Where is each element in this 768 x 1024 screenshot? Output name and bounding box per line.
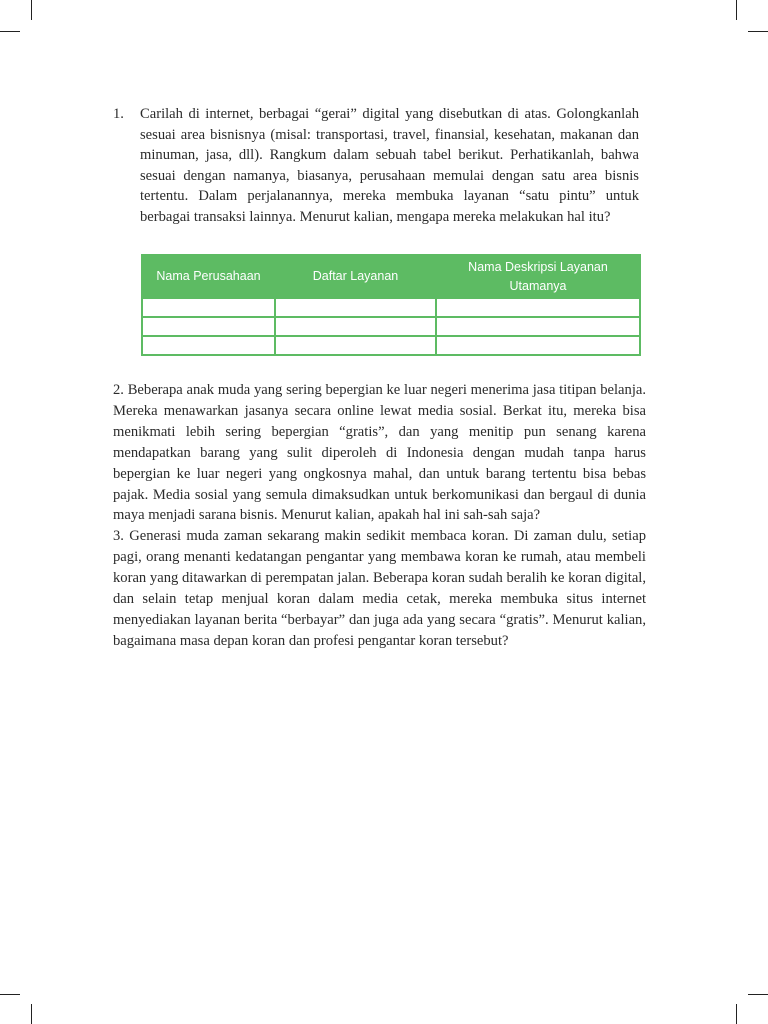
- response-table: [141, 254, 641, 356]
- question-1-number: 1.: [113, 106, 124, 122]
- table-cell[interactable]: [275, 317, 436, 336]
- table-cell[interactable]: [142, 336, 275, 355]
- table-cell[interactable]: [142, 298, 275, 317]
- column-header-description: Nama Deskripsi Layanan Utamanya: [436, 255, 640, 298]
- question-2-text: 2. Beberapa anak muda yang sering bepergian ke luar negeri menerima jasa titipan belanja. Mereka menawarkan jasanya secara online lewat media sosial. Berkat itu, mereka bisa menikmati lebih sering bepergian “gratis”, dan yang menitip pun senang karena mendapatkan barang yang sulit diperoleh di Indonesia dengan mudah tanpa harus bepergian ke luar negeri yang ongkosnya mahal, dan untuk barang tertentu bisa bebas pajak. Media sosial yang semula dimaksudkan untuk berkomunikasi dan bergaul di dunia maya menjadi sarana bisnis. Menurut kalian, apakah hal ini sah-sah saja?: [113, 382, 646, 524]
- table-cell[interactable]: [436, 298, 640, 317]
- crop-mark: [748, 31, 768, 32]
- crop-mark: [748, 994, 768, 995]
- crop-mark: [0, 994, 20, 995]
- crop-mark: [31, 0, 32, 20]
- table-cell[interactable]: [436, 317, 640, 336]
- table-cell[interactable]: [436, 336, 640, 355]
- column-header-company: Nama Perusahaan: [142, 255, 275, 298]
- crop-mark: [31, 1004, 32, 1024]
- table-header-row: [142, 255, 640, 298]
- question-1-text: Carilah di internet, berbagai “gerai” digital yang disebutkan di atas. Golongkanlah sesuai area bisnisnya (misal: transportasi, travel, finansial, kesehatan, makanan dan minuman, jasa, dll). Rangkum dalam sebuah tabel berikut. Perhatikanlah, bahwa sesuai dengan namanya, biasanya, perusahaan memulai dengan satu area bisnis tertentu. Dalam perjalanannya, mereka membuka layanan “satu pintu” untuk berbagai transaksi lainnya. Menurut kalian, mengapa mereka melakukan hal itu?: [140, 106, 639, 225]
- question-1: [113, 104, 639, 227]
- crop-mark: [736, 0, 737, 20]
- table-row: [142, 298, 640, 317]
- crop-mark: [0, 31, 20, 32]
- question-3-text: 3. Generasi muda zaman sekarang makin sedikit membaca koran. Di zaman dulu, setiap pagi, orang menanti kedatangan pengantar yang membawa koran ke rumah, atau membeli koran yang ditawarkan di perempatan jalan. Beberapa koran sudah beralih ke koran digital, dan selain tetap menjual koran dalam media cetak, mereka membuka situs internet menyediakan layanan berita “berbayar” dan juga ada yang secara “gratis”. Menurut kalian, bagaimana masa depan koran dan profesi pengantar koran tersebut?: [113, 528, 646, 649]
- questions-block: [113, 380, 646, 652]
- table-cell[interactable]: [142, 317, 275, 336]
- crop-mark: [736, 1004, 737, 1024]
- table-cell[interactable]: [275, 298, 436, 317]
- table-cell[interactable]: [275, 336, 436, 355]
- table-row: [142, 317, 640, 336]
- column-header-services: Daftar Layanan: [275, 255, 436, 298]
- table-row: [142, 336, 640, 355]
